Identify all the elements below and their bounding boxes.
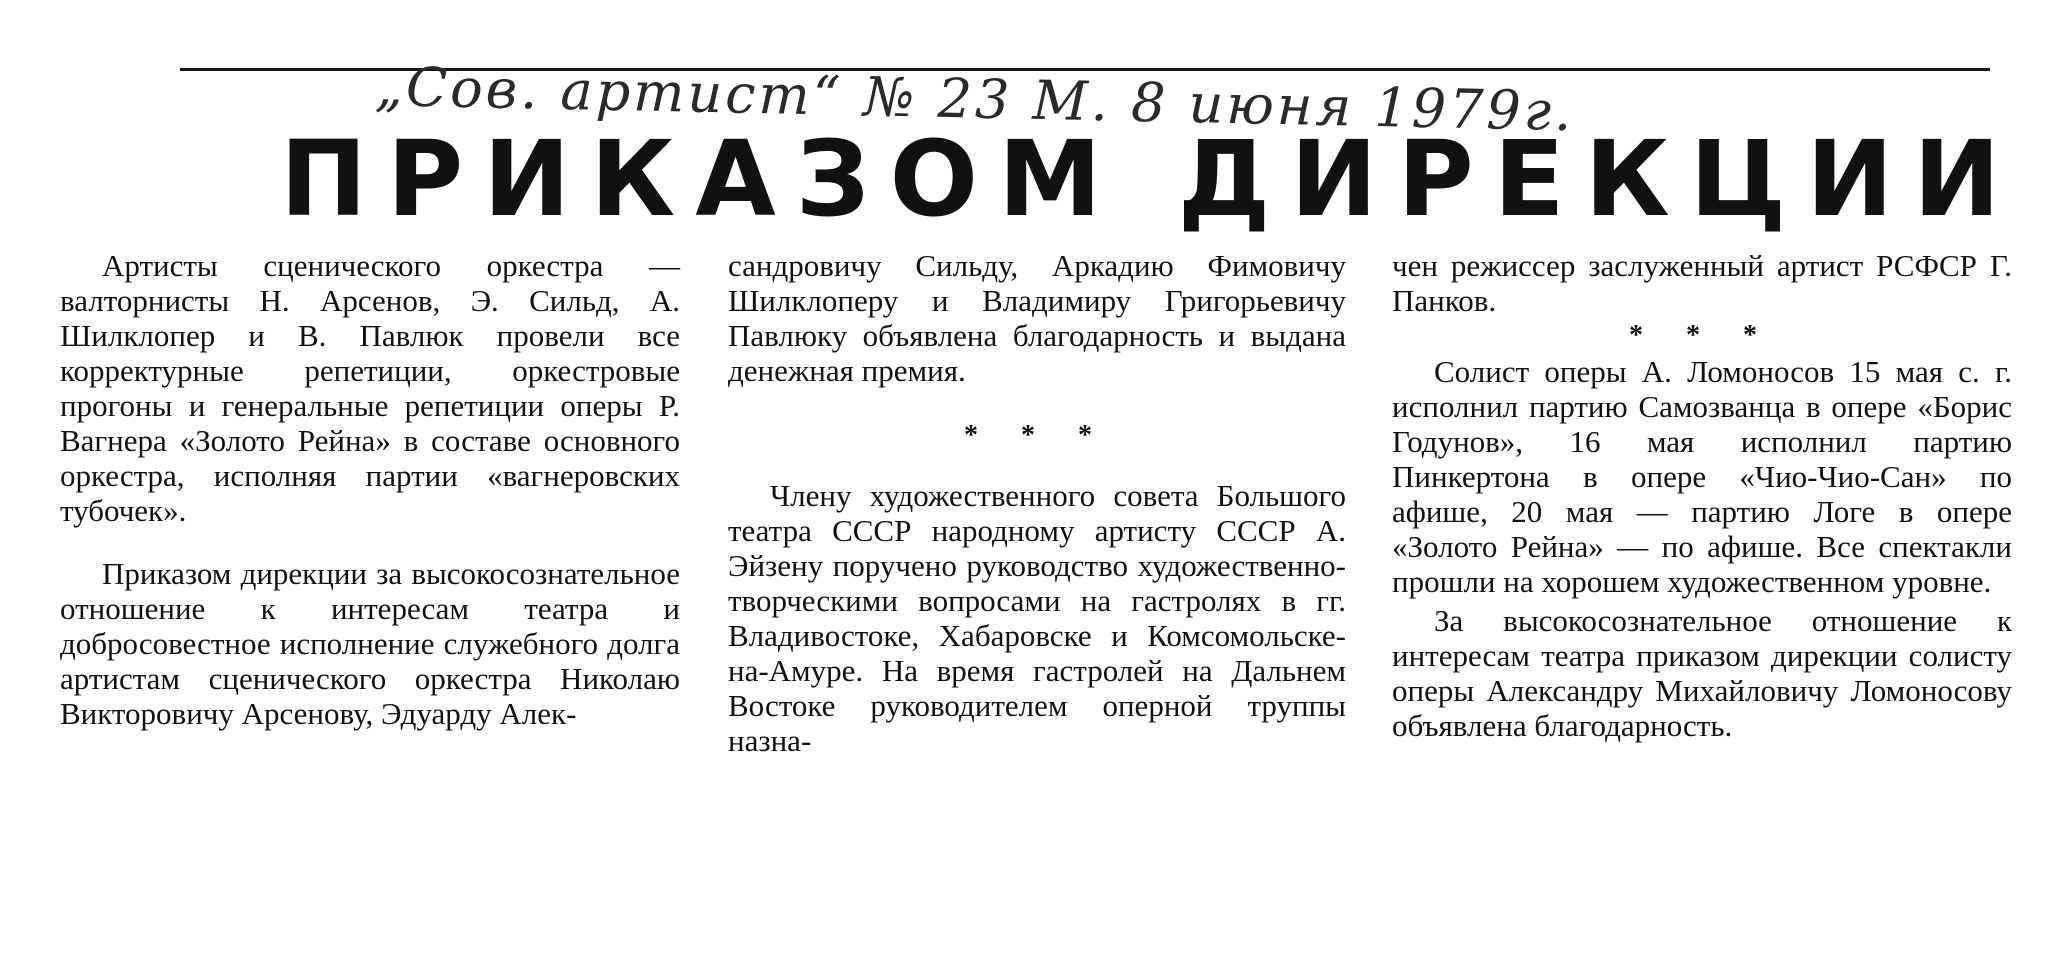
paragraph: сандровичу Сильду, Аркадию Фимовичу Шилклоперу и Владимиру Григорьевичу Павлюку объявлена благодарность и выдана денежная премия. [728, 248, 1346, 388]
handwritten-source-note: „Сов. артист“ № 23 М. 8 июня 1979г. [374, 55, 1575, 144]
section-separator: * * * [964, 420, 1110, 451]
article-column-3 [1392, 248, 2012, 743]
paragraph: Члену художественного совета Большого театра СССР народному артисту СССР А. Эйзену поручено руководство художественно-творческими вопросами на гастролях в гг. Владивостоке, Хабаровске и Комсомольске-на-Амуре. На время гастролей на Дальнем Востоке руководителем оперной труппы назна- [728, 478, 1346, 758]
article-column-2 [728, 248, 1346, 758]
paragraph: Приказом дирекции за высокосознательное отношение к интересам театра и добросовестное исполнение служебного долга артистам сценического оркестра Николаю Викторовичу Арсенову, Эдуарду Алек- [60, 556, 680, 731]
paragraph: За высокосознательное отношение к интересам театра приказом дирекции солисту оперы Александру Михайловичу Ломоносову объявлена благодарность. [1392, 603, 2012, 743]
paragraph: Артисты сценического оркестра — валторнисты Н. Арсенов, Э. Сильд, А. Шилклопер и В. Павлюк провели все корректурные репетиции, оркестровые прогоны и генеральные репетиции оперы Р. Вагнера «Золото Рейна» в составе основного оркестра, исполняя партии «вагнеровских тубочек». [60, 248, 680, 528]
headline: ПРИКАЗОМ ДИРЕКЦИИ [280, 118, 2021, 240]
article-column-1 [60, 248, 680, 731]
section-separator: * * * [1629, 320, 1775, 351]
paragraph: Солист оперы А. Ломоносов 15 мая с. г. исполнил партию Самозванца в опере «Борис Годунов», 16 мая исполнил партию Пинкертона в опере «Чио-Чио-Сан» по афише, 20 мая — партию Логе в опере «Золото Рейна» — по афише. Все спектакли прошли на хорошем художественном уровне. [1392, 354, 2012, 599]
paragraph: чен режиссер заслуженный артист РСФСР Г. Панков. [1392, 248, 2012, 318]
